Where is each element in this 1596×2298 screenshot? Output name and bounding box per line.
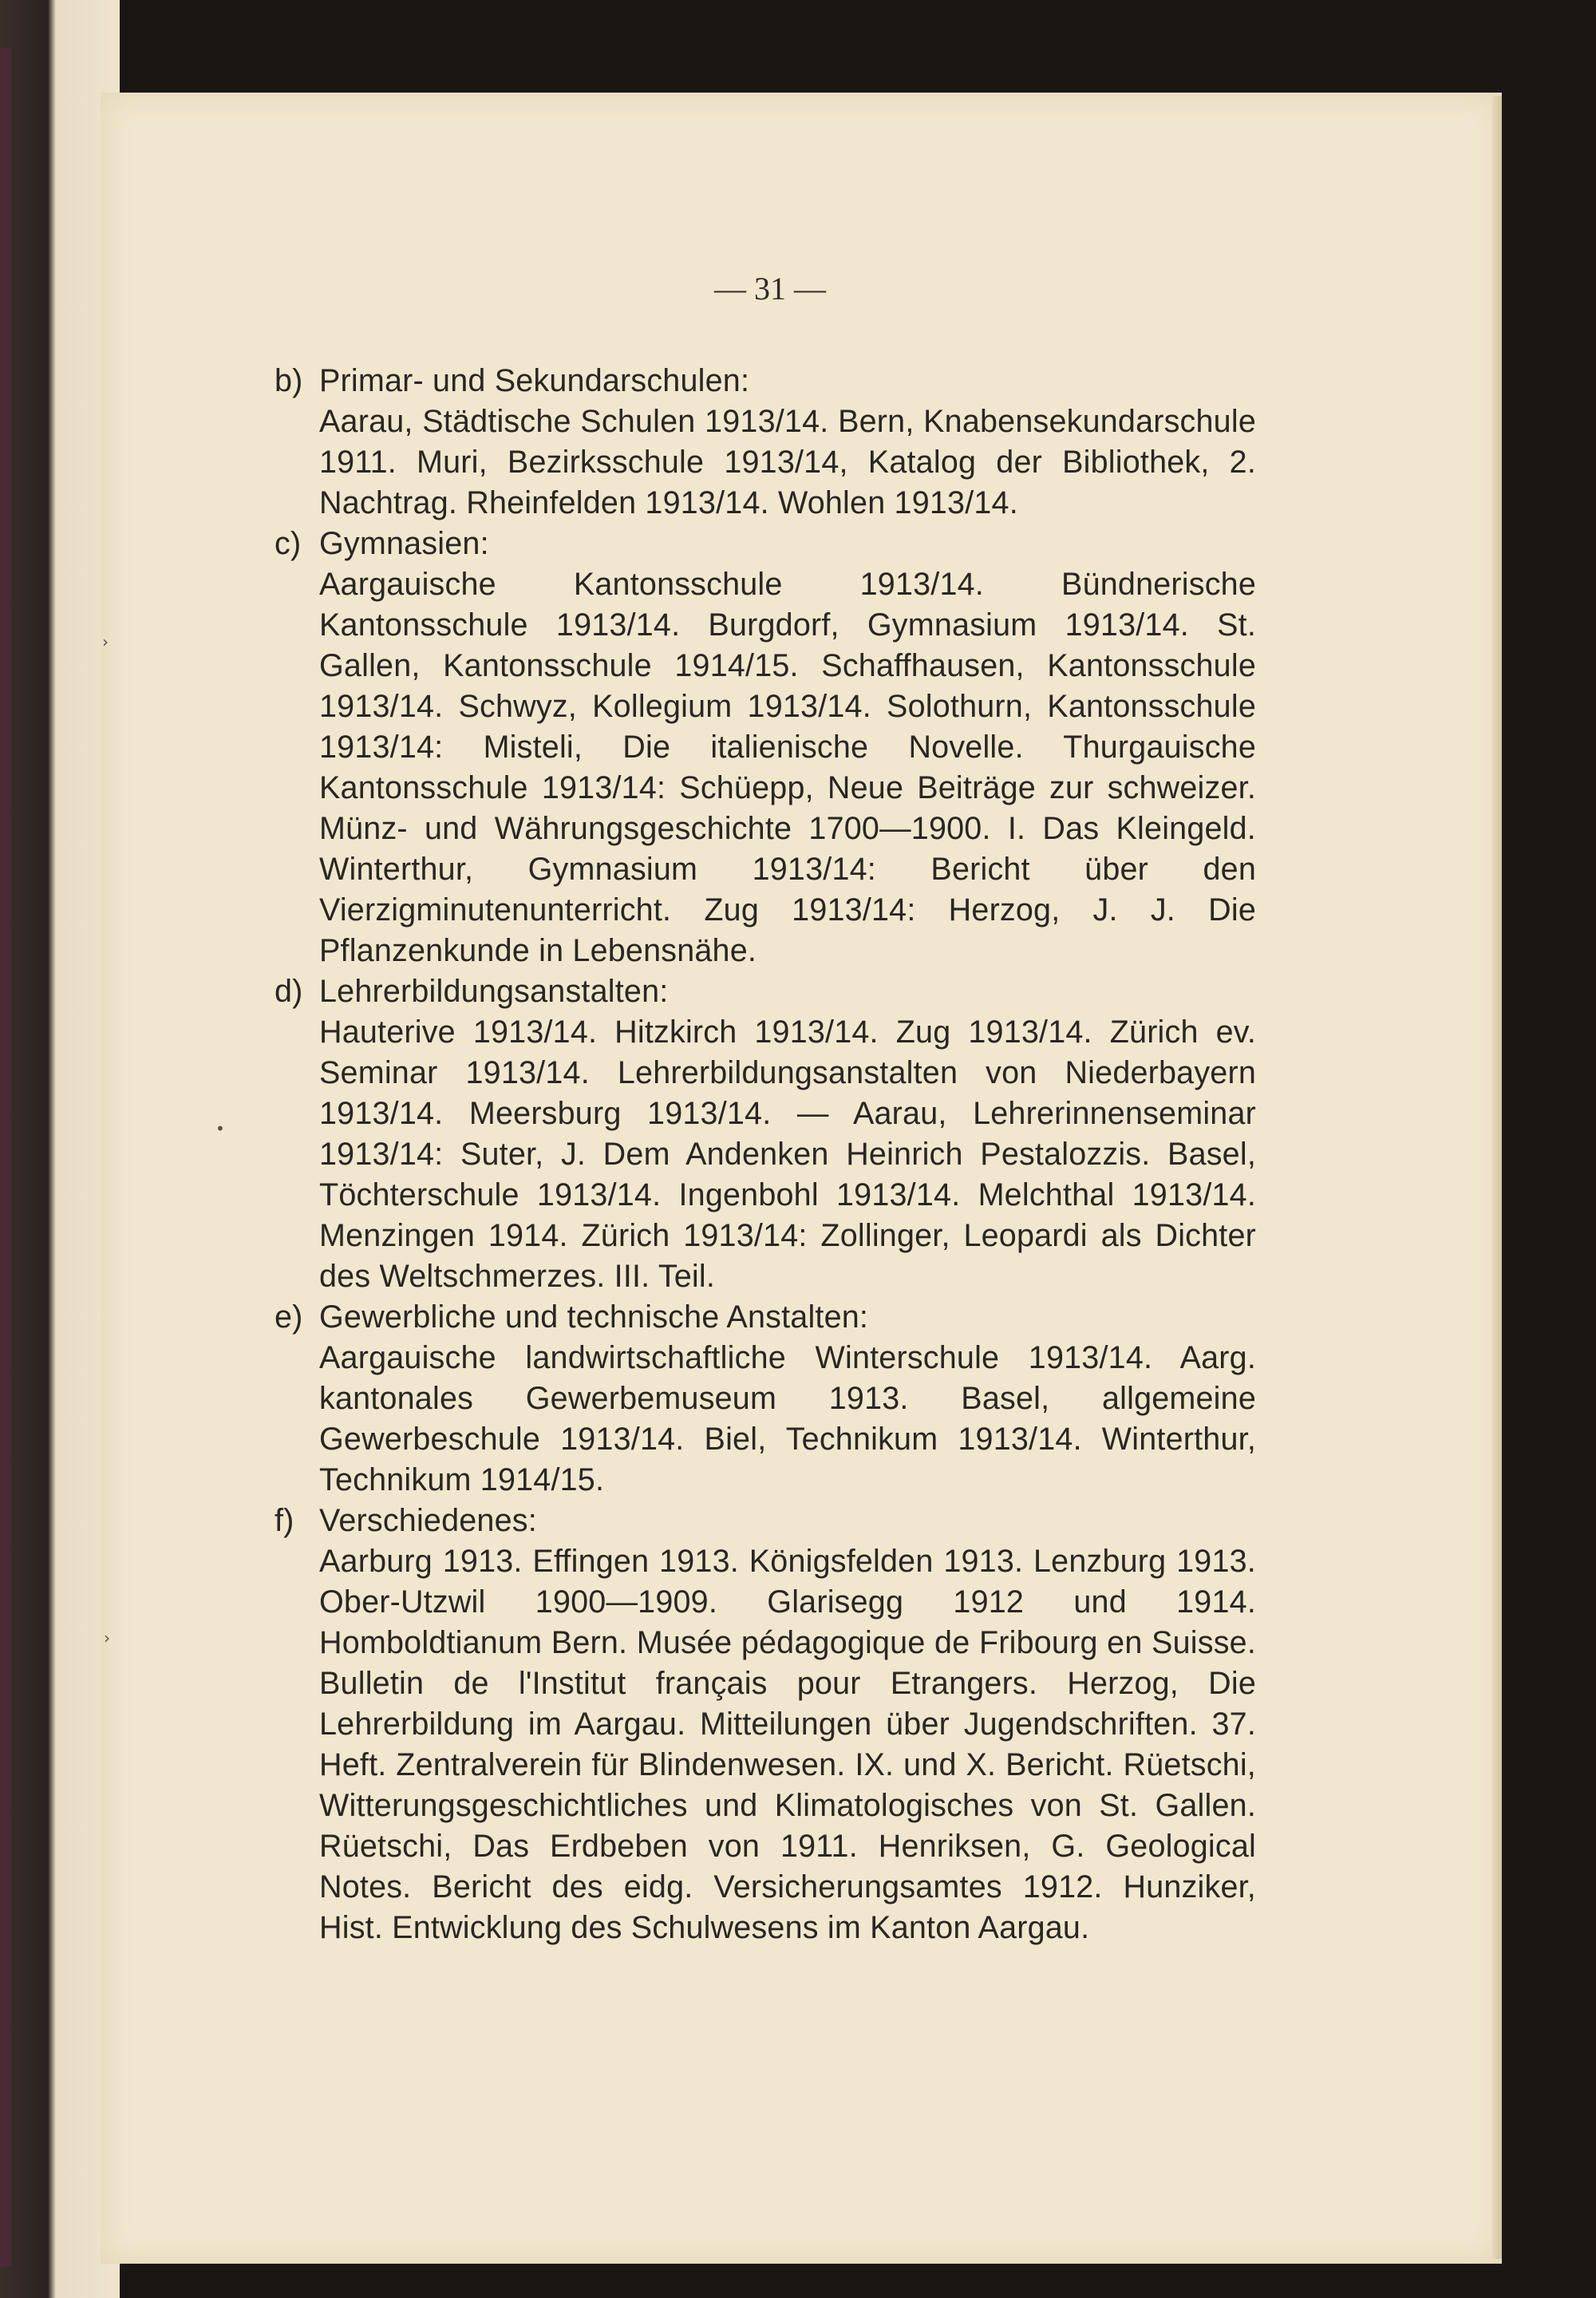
- section-heading: [275, 971, 1256, 1012]
- section-text: Aargauische Kantonsschule 1913/14. Bündnerische Kantonsschule 1913/14. Burgdorf, Gymnasium 1913/14. St. Gallen, Kantonsschule 1914/15. Schaffhausen, Kantonsschule 1913/14. Schwyz, Kollegium 1913/14. Solothurn, Kantonsschule 1913/14: Misteli, Die italienische Novelle. Thurgauische Kantonsschule 1913/14: Schüepp, Neue Beiträge zur schweizer. Münz- und Währungsgeschichte 1700—1900. I. Das Kleingeld. Winterthur, Gymnasium 1913/14: Bericht über den Vierzigminutenunterricht. Zug 1913/14: Herzog, J. J. Die Pflanzenkunde in Lebensnähe.: [319, 567, 1256, 968]
- page-number: — 31 —: [714, 271, 826, 307]
- section-title: Primar- und Sekundarschulen:: [319, 363, 750, 398]
- margin-mark-1: ›: [102, 632, 109, 651]
- section-marker: c): [275, 526, 302, 561]
- section-text: Aarau, Städtische Schulen 1913/14. Bern, Knabensekundarschule 1911. Muri, Bezirksschule 1913/14, Katalog der Bibliothek, 2. Nachtrag. Rheinfelden 1913/14. Wohlen 1913/14.: [319, 404, 1256, 520]
- section-verschiedenes: [275, 1501, 1256, 1948]
- margin-mark-3: ›: [104, 1628, 110, 1647]
- page-edge: [1492, 96, 1502, 2259]
- section-title: Gymnasien:: [319, 526, 489, 561]
- margin-mark-2: •: [215, 1119, 225, 1138]
- section-text: Hauterive 1913/14. Hitzkirch 1913/14. Zug 1913/14. Zürich ev. Seminar 1913/14. Lehrerbildungsanstalten von Niederbayern 1913/14. Meersburg 1913/14. — Aarau, Lehrerinnenseminar 1913/14: Suter, J. Dem Andenken Heinrich Pestalozzis. Basel, Töchterschule 1913/14. Ingenbohl 1913/14. Melchthal 1913/14. Menzingen 1914. Zürich 1913/14: Zollinger, Leopardi als Dichter des Weltschmerzes. III. Teil.: [319, 1015, 1256, 1294]
- section-heading: [275, 1297, 1256, 1338]
- section-marker: e): [275, 1299, 303, 1335]
- section-gewerbliche: [275, 1297, 1256, 1501]
- section-marker: d): [275, 974, 303, 1009]
- page-body: [275, 361, 1256, 1948]
- section-title: Gewerbliche und technische Anstalten:: [319, 1299, 869, 1335]
- section-marker: f): [275, 1503, 294, 1538]
- binding-ribbon: [0, 48, 11, 2267]
- section-gymnasien: [275, 524, 1256, 971]
- section-text: Aargauische landwirtschaftliche Winterschule 1913/14. Aarg. kantonales Gewerbemuseum 1913. Basel, allgemeine Gewerbeschule 1913/14. Biel, Technikum 1913/14. Winterthur, Technikum 1914/15.: [319, 1340, 1256, 1497]
- section-lehrerbildung: [275, 971, 1256, 1297]
- section-title: Lehrerbildungsanstalten:: [319, 974, 669, 1009]
- section-title: Verschiedenes:: [319, 1503, 537, 1538]
- section-heading: [275, 524, 1256, 564]
- section-text: Aarburg 1913. Effingen 1913. Königsfelden 1913. Lenzburg 1913. Ober-Utzwil 1900—1909. Glarisegg 1912 und 1914. Homboldtianum Bern. Musée pédagogique de Fribourg en Suisse. Bulletin de l'Institut français pour Etrangers. Herzog, Die Lehrerbildung im Aargau. Mitteilungen über Jugendschriften. 37. Heft. Zentralverein für Blindenwesen. IX. und X. Bericht. Rüetschi, Witterungsgeschichtliches und Klimatologisches von St. Gallen. Rüetschi, Das Erdbeben von 1911. Henriksen, G. Geological Notes. Bericht des eidg. Versicherungsamtes 1912. Hunziker, Hist. Entwicklung des Schulwesens im Kanton Aargau.: [319, 1544, 1256, 1945]
- section-primar: [275, 361, 1256, 524]
- section-heading: [275, 1501, 1256, 1541]
- section-heading: [275, 361, 1256, 401]
- section-marker: b): [275, 363, 303, 398]
